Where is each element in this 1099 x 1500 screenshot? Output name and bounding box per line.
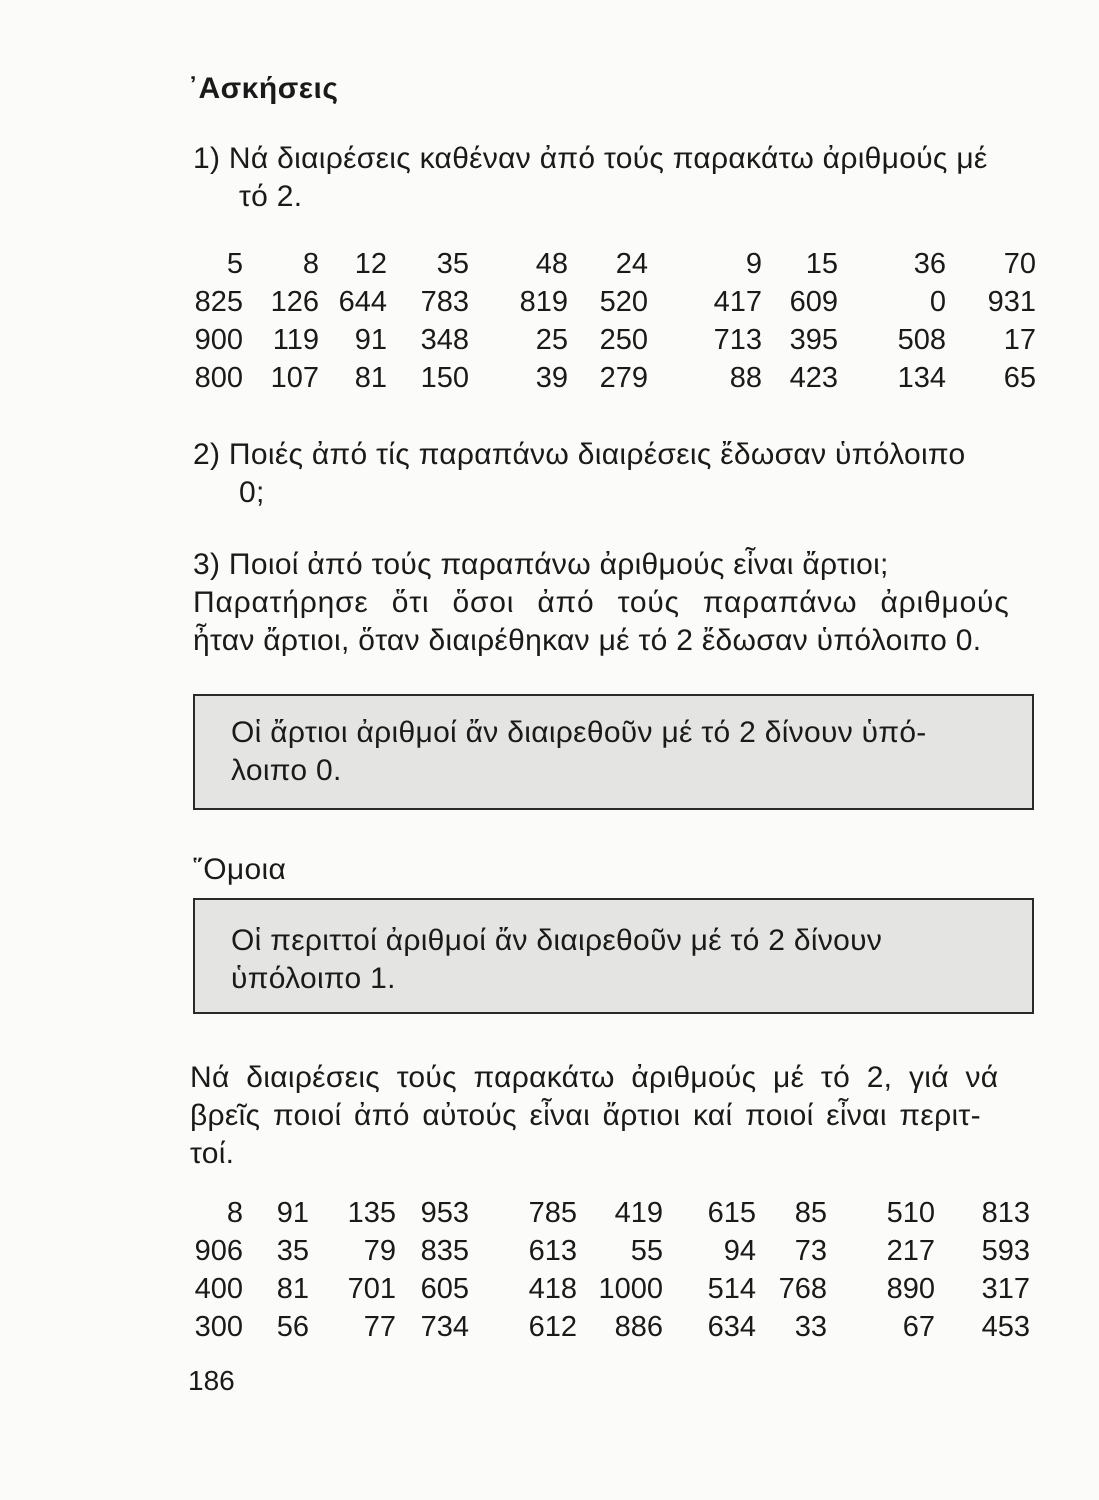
number-cell: 400 [194, 1272, 243, 1305]
exercise-3-line-1: 3) Ποιοί ἀπό τούς παραπάνω ἀριθμούς εἶναι ἄρτιοι; [193, 548, 889, 581]
number-cell: 785 [528, 1196, 577, 1229]
exercise-4-line-1: Νά διαιρέσεις τούς παρακάτω ἀριθμούς μέ τό 2, γιά νά [190, 1061, 999, 1094]
exercise-4-line-2: βρεῖς ποιοί ἀπό αὐτούς εἶναι ἄρτιοι καί ποιοί εἶναι περιτ- [190, 1099, 981, 1132]
number-cell: 56 [276, 1310, 309, 1343]
number-cell: 36 [913, 247, 946, 280]
number-cell: 609 [789, 285, 838, 318]
number-cell: 510 [886, 1196, 935, 1229]
number-cell: 931 [987, 285, 1036, 318]
number-cell: 81 [276, 1272, 309, 1305]
exercise-2-line-2: 0; [239, 476, 265, 509]
number-cell: 33 [794, 1310, 827, 1343]
number-cell: 88 [729, 361, 762, 394]
exercise-2 [193, 436, 1043, 512]
exercise-3-line-3: ἦταν ἄρτιοι, ὅταν διαιρέθηκαν μέ τό 2 ἔδωσαν ὑπόλοιπο 0. [193, 624, 982, 657]
number-cell: 300 [194, 1310, 243, 1343]
number-cell: 85 [794, 1196, 827, 1229]
number-cell: 17 [1003, 323, 1036, 356]
number-cell: 135 [347, 1196, 396, 1229]
table-row [190, 1232, 1030, 1270]
exercise-3 [193, 546, 1043, 660]
number-cell: 768 [778, 1272, 827, 1305]
number-cell: 35 [276, 1234, 309, 1267]
exercise-1 [193, 140, 1043, 216]
table-row [190, 359, 1036, 397]
number-cell: 419 [614, 1196, 663, 1229]
number-cell: 77 [363, 1310, 396, 1343]
number-cell: 94 [723, 1234, 756, 1267]
number-cell: 91 [276, 1196, 309, 1229]
number-cell: 81 [354, 361, 387, 394]
number-cell: 79 [363, 1234, 396, 1267]
number-cell: 91 [354, 323, 387, 356]
number-cell: 634 [707, 1310, 756, 1343]
number-cell: 0 [929, 285, 946, 318]
number-cell: 48 [535, 247, 568, 280]
even-numbers-rule-box [193, 694, 1034, 810]
number-cell: 395 [789, 323, 838, 356]
exercise-1-line-2: τό 2. [239, 180, 303, 213]
page-number: 186 [188, 1365, 235, 1396]
number-cell: 12 [354, 247, 387, 280]
number-cell: 317 [981, 1272, 1030, 1305]
table-row [190, 245, 1036, 283]
exercise-2-line-1: 2) Ποιές ἀπό τίς παραπάνω διαιρέσεις ἔδωσαν ὑπόλοιπο [193, 438, 966, 471]
number-cell: 593 [981, 1234, 1030, 1267]
exercise-1-line-1: 1) Νά διαιρέσεις καθέναν ἀπό τούς παρακάτω ἀριθμούς μέ [193, 142, 988, 175]
number-cell: 900 [194, 323, 243, 356]
number-cell: 734 [420, 1310, 469, 1343]
number-cell: 423 [789, 361, 838, 394]
number-cell: 65 [1003, 361, 1036, 394]
number-cell: 819 [519, 285, 568, 318]
number-cell: 953 [420, 1196, 469, 1229]
number-cell: 713 [713, 323, 762, 356]
numbers-table-2 [190, 1194, 1030, 1346]
number-cell: 886 [614, 1310, 663, 1343]
number-cell: 417 [713, 285, 762, 318]
numbers-table-1 [190, 245, 1036, 397]
number-cell: 24 [615, 247, 648, 280]
table-row [190, 283, 1036, 321]
number-cell: 612 [528, 1310, 577, 1343]
number-cell: 67 [902, 1310, 935, 1343]
number-cell: 520 [599, 285, 648, 318]
number-cell: 418 [528, 1272, 577, 1305]
number-cell: 644 [338, 285, 387, 318]
number-cell: 800 [194, 361, 243, 394]
box-2-line-1: Οἱ περιττοί ἀριθμοί ἄν διαιρεθοῦν μέ τό 2 δίνουν [231, 924, 883, 957]
exercise-4-line-3: τοί. [190, 1137, 235, 1170]
number-cell: 39 [535, 361, 568, 394]
number-cell: 605 [420, 1272, 469, 1305]
number-cell: 134 [897, 361, 946, 394]
number-cell: 613 [528, 1234, 577, 1267]
number-cell: 55 [630, 1234, 663, 1267]
box-1-line-1: Οἱ ἄρτιοι ἀριθμοί ἄν διαιρεθοῦν μέ τό 2 δίνουν ὑπό- [231, 716, 927, 749]
number-cell: 514 [707, 1272, 756, 1305]
number-cell: 5 [226, 247, 243, 280]
number-cell: 906 [194, 1234, 243, 1267]
number-cell: 9 [745, 247, 762, 280]
number-cell: 119 [272, 323, 319, 356]
number-cell: 150 [420, 361, 469, 394]
number-cell: 615 [707, 1196, 756, 1229]
number-cell: 453 [981, 1310, 1030, 1343]
number-cell: 701 [347, 1272, 396, 1305]
number-cell: 126 [270, 285, 319, 318]
number-cell: 250 [599, 323, 648, 356]
number-cell: 1000 [598, 1272, 663, 1305]
number-cell: 783 [420, 285, 469, 318]
table-row [190, 1308, 1030, 1346]
number-cell: 279 [599, 361, 648, 394]
number-cell: 8 [302, 247, 319, 280]
table-row [190, 1194, 1030, 1232]
exercises-heading: ᾿Ασκήσεις [188, 72, 339, 105]
number-cell: 508 [897, 323, 946, 356]
number-cell: 25 [535, 323, 568, 356]
number-cell: 35 [436, 247, 469, 280]
exercise-3-line-2: Παρατήρησε ὅτι ὅσοι ἀπό τούς παραπάνω ἀριθμούς [193, 586, 1010, 619]
number-cell: 217 [886, 1234, 935, 1267]
number-cell: 825 [194, 285, 243, 318]
number-cell: 15 [805, 247, 838, 280]
box-2-line-2: ὑπόλοιπο 1. [231, 962, 396, 995]
number-cell: 348 [420, 323, 469, 356]
odd-numbers-rule-box [193, 898, 1034, 1014]
number-cell: 73 [794, 1234, 827, 1267]
number-cell: 70 [1003, 247, 1036, 280]
number-cell: 813 [981, 1196, 1030, 1229]
number-cell: 8 [226, 1196, 243, 1229]
table-row [190, 1270, 1030, 1308]
table-row [190, 321, 1036, 359]
exercise-4 [190, 1059, 1040, 1173]
similarly-label: ῞Ομοια [193, 853, 287, 886]
box-1-line-2: λοιπο 0. [231, 754, 342, 787]
number-cell: 835 [420, 1234, 469, 1267]
number-cell: 890 [886, 1272, 935, 1305]
number-cell: 107 [270, 361, 319, 394]
